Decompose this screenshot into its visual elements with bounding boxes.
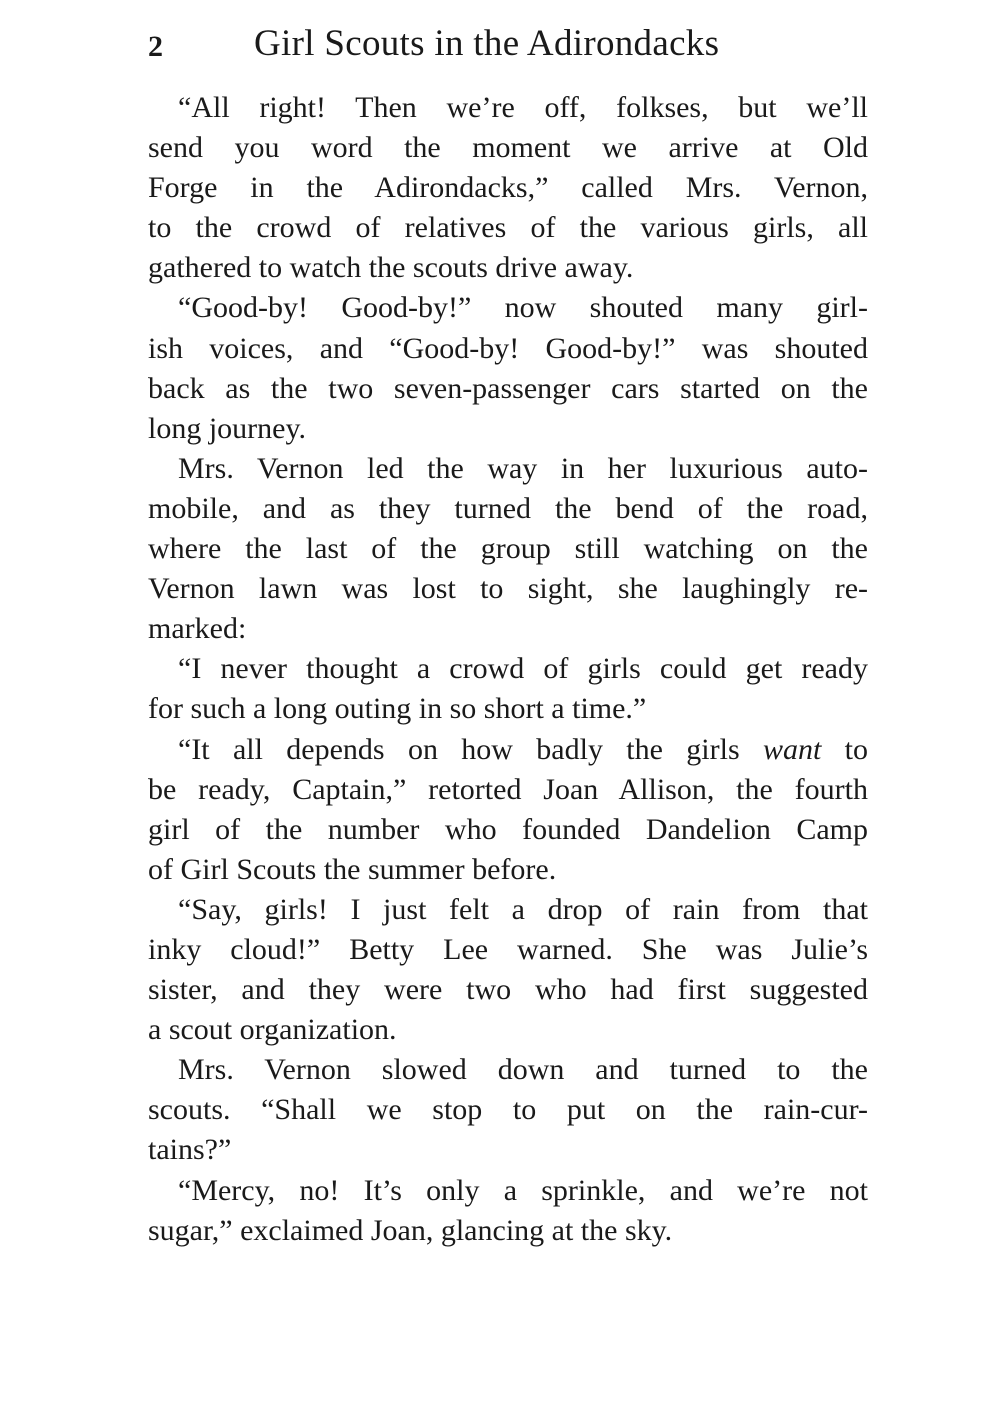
text-line: gathered to watch the scouts drive away. bbox=[148, 251, 634, 285]
paragraph bbox=[148, 288, 868, 448]
text-line: scouts. “Shall we stop to put on the rain-cur- bbox=[148, 1093, 868, 1127]
text-line: Forge in the Adirondacks,” called Mrs. Vernon, bbox=[148, 171, 868, 205]
page-number: 2 bbox=[148, 30, 163, 63]
text-line: to the crowd of relatives of the various girls, all bbox=[148, 211, 868, 245]
text-line: where the last of the group still watching on the bbox=[148, 532, 868, 566]
text-line: ish voices, and “Good-by! Good-by!” was shouted bbox=[148, 331, 868, 365]
emphasis-text: want bbox=[762, 732, 822, 766]
paragraph bbox=[148, 730, 868, 890]
text-line: Vernon lawn was lost to sight, she laughingly re- bbox=[148, 572, 868, 606]
text-line: a scout organization. bbox=[148, 1013, 397, 1047]
paragraph bbox=[148, 88, 868, 288]
text-line: of Girl Scouts the summer before. bbox=[148, 852, 557, 886]
text-line: “I never thought a crowd of girls could get ready bbox=[178, 652, 868, 686]
text-line: “Good-by! Good-by!” now shouted many girl- bbox=[178, 291, 868, 325]
text-run: to bbox=[844, 732, 869, 766]
text-line bbox=[148, 730, 868, 770]
text-line: be ready, Captain,” retorted Joan Allison, the fourth bbox=[148, 772, 868, 806]
text-line: back as the two seven-passenger cars started on the bbox=[148, 371, 868, 405]
text-line: marked: bbox=[148, 612, 247, 646]
text-line: Mrs. Vernon led the way in her luxurious auto- bbox=[178, 451, 868, 485]
text-line: long journey. bbox=[148, 411, 307, 445]
text-line: “All right! Then we’re off, folkses, but we’ll bbox=[178, 91, 868, 124]
text-line: tains?” bbox=[148, 1133, 232, 1167]
paragraph bbox=[148, 1050, 868, 1170]
paragraph bbox=[148, 449, 868, 649]
paragraph bbox=[148, 1171, 868, 1251]
body-text bbox=[148, 88, 868, 1251]
text-line: inky cloud!” Betty Lee warned. She was Julie’s bbox=[148, 932, 868, 966]
text-line: girl of the number who founded Dandelion Camp bbox=[148, 812, 868, 846]
page-header bbox=[148, 22, 868, 74]
text-line: send you word the moment we arrive at Old bbox=[148, 131, 868, 165]
text-run: “It all depends on how badly the girls bbox=[178, 732, 740, 766]
paragraph bbox=[148, 890, 868, 1050]
paragraph bbox=[148, 649, 868, 729]
text-line: sister, and they were two who had first suggested bbox=[148, 973, 868, 1007]
text-line: Mrs. Vernon slowed down and turned to the bbox=[178, 1053, 868, 1087]
text-line: “Say, girls! I just felt a drop of rain from that bbox=[178, 892, 868, 926]
text-line: sugar,” exclaimed Joan, glancing at the sky. bbox=[148, 1213, 673, 1247]
running-head: Girl Scouts in the Adirondacks bbox=[254, 23, 720, 64]
text-line: “Mercy, no! It’s only a sprinkle, and we’re not bbox=[178, 1173, 868, 1207]
text-line: mobile, and as they turned the bend of the road, bbox=[148, 491, 868, 525]
text-line: for such a long outing in so short a time.” bbox=[148, 692, 647, 726]
